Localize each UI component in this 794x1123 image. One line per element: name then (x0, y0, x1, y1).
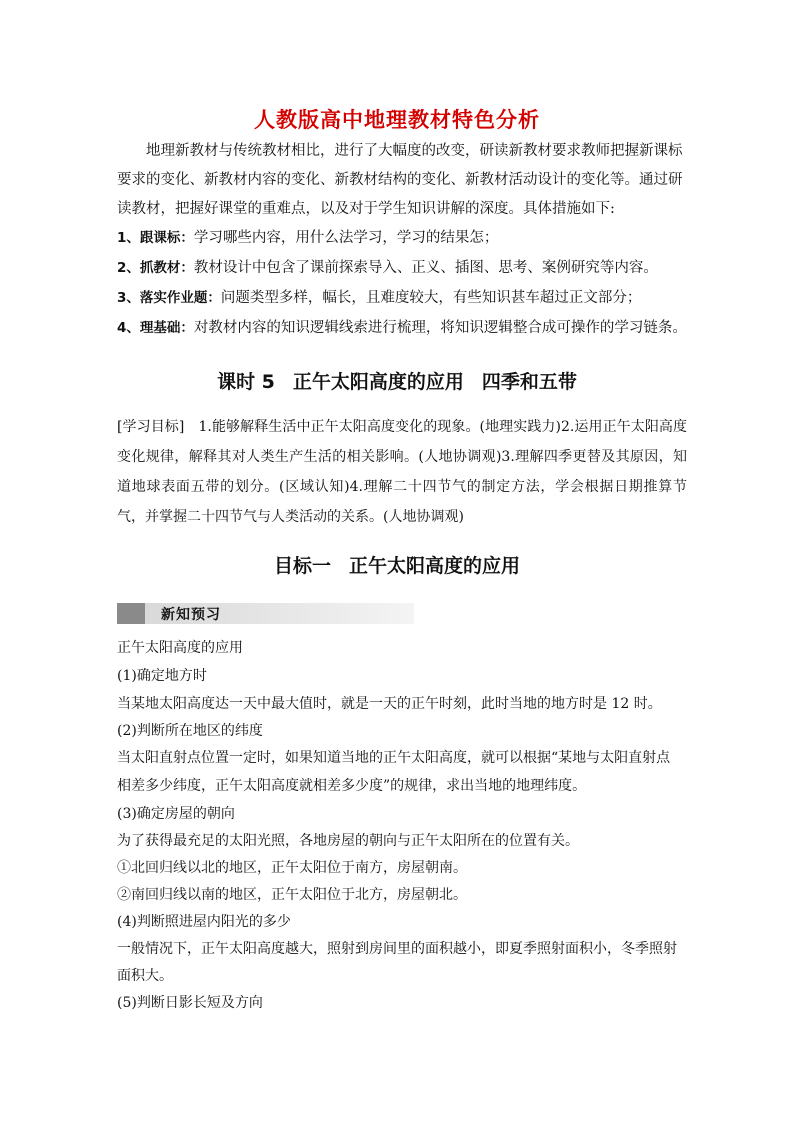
content-line: (1)确定地方时 (117, 668, 207, 684)
section-title (0, 551, 794, 578)
content-line: (3)确定房屋的朝向 (117, 806, 235, 822)
measure-item (117, 314, 717, 343)
measure-item (117, 224, 717, 253)
lesson-title-part1: 正午太阳高度的应用 (292, 371, 464, 393)
lesson-title-part2: 四季和五带 (481, 371, 577, 393)
content-line: (2)判断所在地区的纬度 (117, 723, 263, 739)
learning-goals: [学习目标] 1.能够解释生活中正午太阳高度变化的现象。(地理实践力)2.运用正午太阳高度变化规律，解释其对人类生产生活的相关影响。(人地协调观)3.理解四季更替及其原因，知道地球表面五带的划分。(区域认知)4.理解二十四节气的制定方法，学会根据日期推算节气，并掌握二十四节气与人类活动的关系。(人地协调观) (117, 419, 687, 525)
content-line: 面积大。 (117, 968, 173, 984)
measure-item (117, 284, 717, 313)
lesson-title (0, 367, 794, 394)
content-line: (4)判断照进屋内阳光的多少 (117, 914, 291, 930)
measure-item (117, 254, 717, 283)
measure-text: 对教材内容的知识逻辑线索进行梳理，将知识逻辑整合成可操作的学习链条。 (193, 320, 687, 336)
measure-label: 1、跟课标： (117, 230, 194, 246)
measure-text: 学习哪些内容，用什么法学习，学习的结果怎； (193, 230, 499, 246)
lesson-number: 课时 5 (217, 371, 275, 393)
content-line: 当太阳直射点位置一定时，如果知道当地的正午太阳高度，就可以根据“某地与太阳直射点 (117, 750, 671, 766)
document-title: 人教版高中地理教材特色分析 (254, 108, 540, 132)
measure-text: 问题类型多样，幅长，且难度较大，有些知识甚车超过正文部分； (220, 290, 642, 306)
section-label: 目标一 (273, 555, 331, 577)
intro-paragraph: 地理新教材与传统教材相比，进行了大幅度的改变，研读新教材要求教师把握新课标要求的变化、新教材内容的变化、新教材结构的变化、新教材活动设计的变化等。通过研读教材，把握好课堂的重难点，以及对于学生知识讲解的深度。具体措施如下: (117, 143, 683, 217)
preview-banner (117, 603, 414, 624)
content-line: 正午太阳高度的应用 (117, 640, 243, 656)
content-line: ②南回归线以南的地区，正午太阳位于北方，房屋朝北。 (117, 887, 467, 903)
content-line: ①北回归线以北的地区，正午太阳位于南方，房屋朝南。 (117, 860, 467, 876)
content-line: 相差多少纬度，正午太阳高度就相差多少度”的规律，求出当地的地理纬度。 (117, 778, 587, 794)
content-line: 当某地太阳高度达一天中最大值时，就是一天的正午时刻，此时当地的地方时是 12 时。 (117, 696, 662, 712)
measure-label: 3、落实作业题： (117, 290, 221, 306)
banner-label: 新知预习 (161, 607, 221, 623)
content-line: 为了获得最充足的太阳光照，各地房屋的朝向与正午太阳所在的位置有关。 (117, 833, 579, 849)
content-line: (5)判断日影长短及方向 (117, 995, 263, 1011)
measure-label: 2、抓教材： (117, 260, 194, 276)
section-name: 正午太阳高度的应用 (349, 555, 521, 577)
measure-label: 4、理基础： (117, 320, 194, 336)
measure-text: 教材设计中包含了课前探索导入、正义、插图、思考、案例研究等内容。 (193, 260, 658, 276)
content-line: 一般情况下，正午太阳高度越大，照射到房间里的面积越小，即夏季照射面积小，冬季照射 (117, 941, 677, 957)
